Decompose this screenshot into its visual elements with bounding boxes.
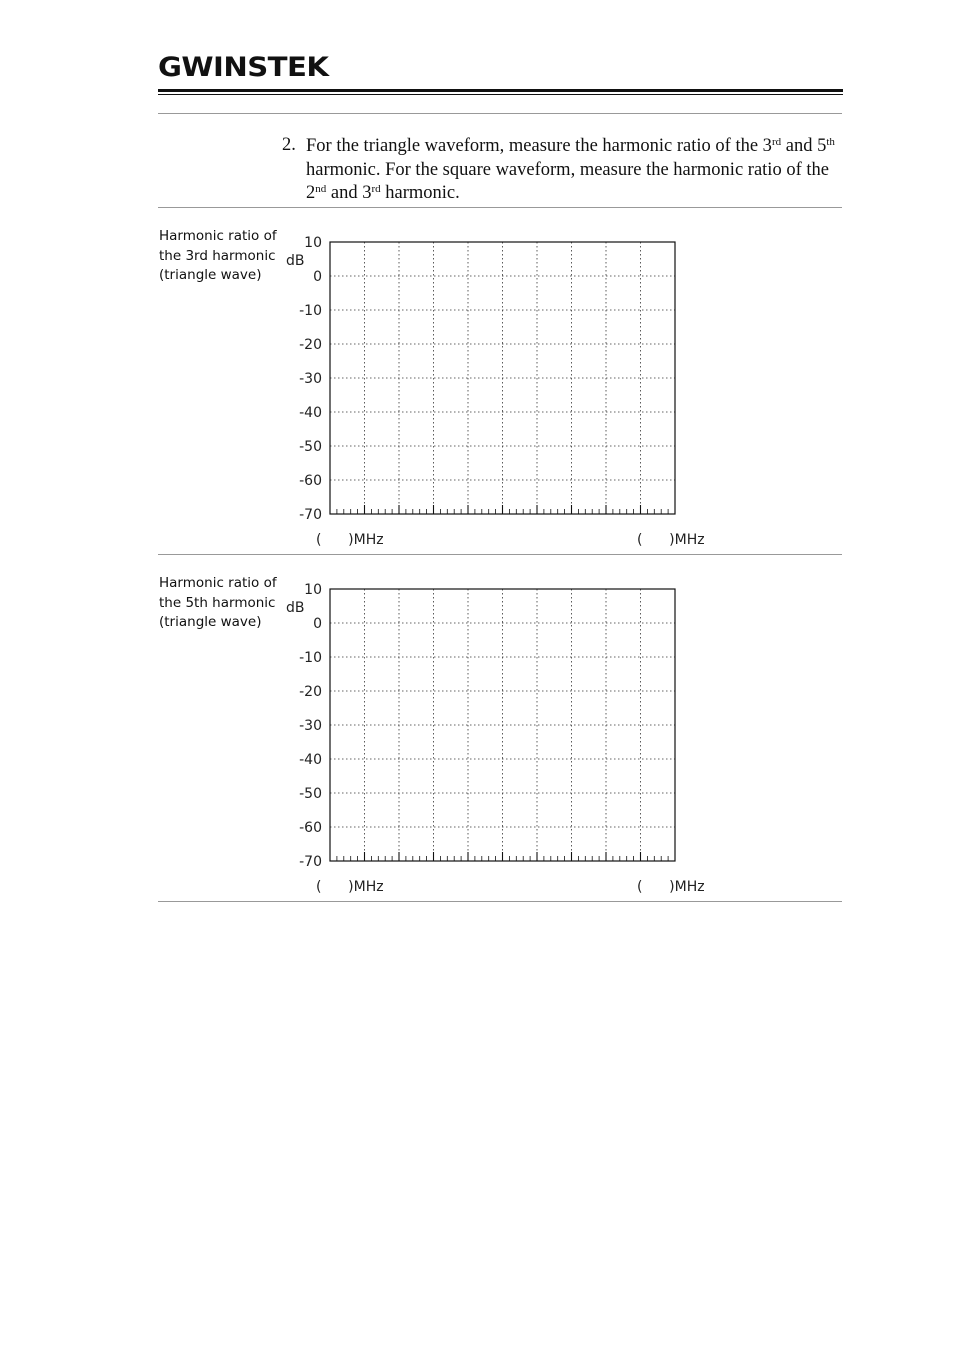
y-tick-label: 0 [313,269,322,285]
chart-3rd-harmonic [280,228,720,558]
header-rule-thin [158,94,843,95]
y-axis-label: dB [286,253,305,269]
gwinstek-logo: GWINSTEK [158,52,329,83]
step-superscript: rd [771,136,782,148]
divider-section-2 [158,554,842,555]
y-tick-label: -60 [299,820,322,836]
header-rule-thick [158,89,843,92]
x-start-label: ( )MHz [316,879,384,895]
y-tick-label: -30 [299,718,322,734]
y-tick-label: -70 [299,507,322,523]
y-tick-label: 10 [304,235,322,251]
step-superscript: rd [371,183,381,195]
section-label-5th-harmonic: Harmonic ratio of the 5th harmonic (triangle wave) [159,575,277,630]
y-tick-label: -70 [299,854,322,870]
section-label-3rd-harmonic: Harmonic ratio of the 3rd harmonic (triangle wave) [159,228,277,283]
x-start-label: ( )MHz [316,532,384,548]
step-number: 2. [282,135,296,155]
y-tick-label: -40 [299,752,322,768]
y-tick-label: -50 [299,786,322,802]
divider-top [158,113,842,114]
step-text-run: and 3 [326,183,372,203]
chart-5th-harmonic [280,575,720,905]
y-axis-label: dB [286,600,305,616]
x-end-label: ( )MHz [637,879,705,895]
step-text-run: For the triangle waveform, measure the harmonic ratio of the 3 [306,136,772,156]
y-tick-label: -10 [299,303,322,319]
divider-bottom [158,901,842,902]
chart-svg [280,575,720,905]
y-tick-label: -20 [299,337,322,353]
x-end-label: ( )MHz [637,532,705,548]
step-text-run: harmonic. [380,183,460,203]
step-superscript: th [826,136,835,148]
y-tick-label: 10 [304,582,322,598]
y-tick-label: -50 [299,439,322,455]
step-superscript: nd [315,183,327,195]
divider-section-1 [158,207,842,208]
y-tick-label: -60 [299,473,322,489]
y-tick-label: -40 [299,405,322,421]
y-tick-label: -30 [299,371,322,387]
step-instruction [306,135,836,206]
y-tick-label: -10 [299,650,322,666]
y-tick-label: 0 [313,616,322,632]
chart-svg [280,228,720,558]
y-tick-label: -20 [299,684,322,700]
step-text-run: harmonic. For the square waveform, measure the harmonic ratio of the 2 [306,159,829,203]
step-text-run: and 5 [781,136,827,156]
